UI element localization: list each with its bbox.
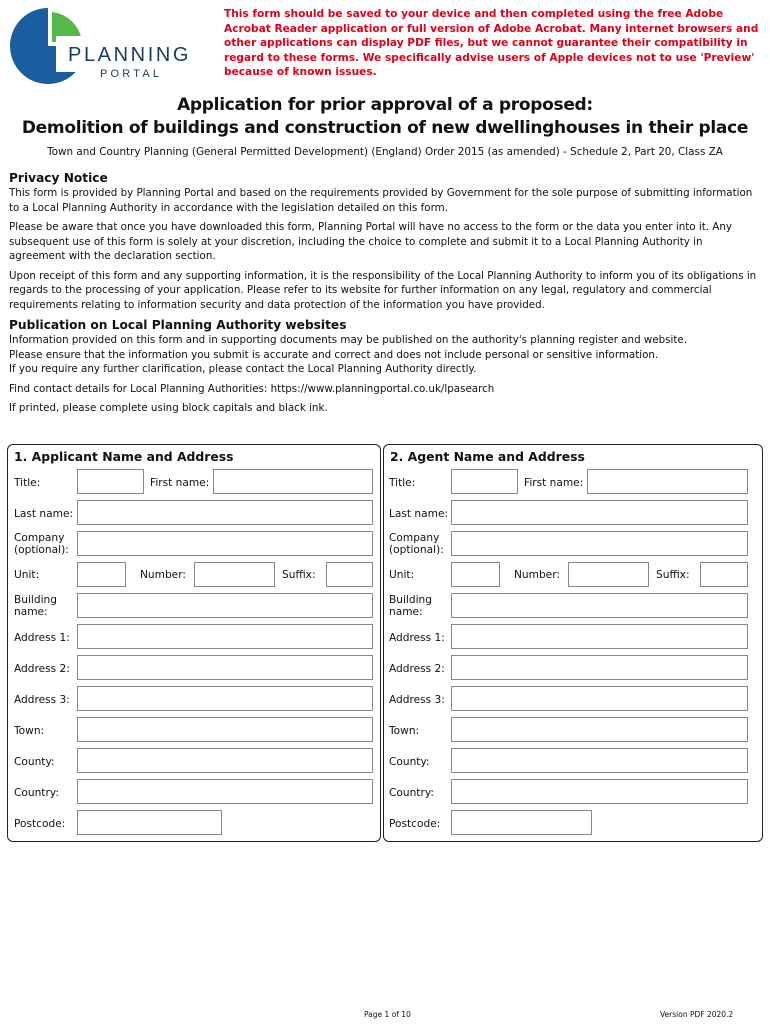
agent-suffix-label: Suffix: <box>656 569 690 581</box>
applicant-section <box>7 444 381 842</box>
applicant-number-label: Number: <box>140 569 186 581</box>
applicant-unit-field[interactable] <box>77 562 126 587</box>
agent-company-label-1: Company <box>389 532 440 544</box>
logo-text-portal: PORTAL <box>100 68 163 80</box>
agent-unit-field[interactable] <box>451 562 500 587</box>
agent-building-name-field[interactable] <box>451 593 748 618</box>
compatibility-warning: This form should be saved to your device and then completed using the free Adobe Acrobat Reader application or full version of Adobe Acrobat. Many internet browsers and other applications can display PDF files, but we cannot guarantee their compatibility in regard to these forms. We specifically advise users of Apple devices not to use 'Preview' because of known issues. <box>224 8 759 79</box>
applicant-company-label-1: Company <box>14 532 65 544</box>
form-subtitle: Town and Country Planning (General Permitted Development) (England) Order 2015 (as amended) - Schedule 2, Part 20, Class ZA <box>47 146 723 158</box>
applicant-town-label: Town: <box>14 725 45 737</box>
agent-town-label: Town: <box>389 725 420 737</box>
applicant-postcode-field[interactable] <box>77 810 222 835</box>
applicant-suffix-label: Suffix: <box>282 569 316 581</box>
form-title-line1: Application for prior approval of a proposed: <box>177 95 593 115</box>
agent-number-label: Number: <box>514 569 560 581</box>
agent-last-name-label: Last name: <box>389 508 449 520</box>
agent-postcode-label: Postcode: <box>389 818 441 830</box>
applicant-last-name-field[interactable] <box>77 500 373 525</box>
applicant-company-field[interactable] <box>77 531 373 556</box>
applicant-address1-label: Address 1: <box>14 632 70 644</box>
agent-title-field[interactable] <box>451 469 518 494</box>
publication-line-3: If you require any further clarification, please contact the Local Planning Authority directly. <box>9 363 477 375</box>
applicant-title-field[interactable] <box>77 469 144 494</box>
agent-last-name-field[interactable] <box>451 500 748 525</box>
agent-unit-label: Unit: <box>389 569 415 581</box>
planning-portal-logo <box>8 6 198 86</box>
agent-title-label: Title: <box>389 477 416 489</box>
logo-text-planning: PLANNING <box>68 44 192 66</box>
applicant-country-field[interactable] <box>77 779 373 804</box>
header <box>0 0 770 90</box>
page-number: Page 1 of 10 <box>364 1010 411 1019</box>
publication-line-1: Information provided on this form and in supporting documents may be published on the authority's planning register and website. <box>9 334 688 346</box>
applicant-company-label-2: (optional): <box>14 544 69 556</box>
agent-building-label-2: name: <box>389 606 423 618</box>
agent-number-field[interactable] <box>568 562 649 587</box>
agent-section-title: 2. Agent Name and Address <box>390 449 585 464</box>
applicant-building-label-1: Building <box>14 594 57 606</box>
agent-company-label-2: (optional): <box>389 544 444 556</box>
agent-suffix-field[interactable] <box>700 562 748 587</box>
applicant-unit-label: Unit: <box>14 569 40 581</box>
form-title-block <box>0 94 770 160</box>
applicant-building-name-field[interactable] <box>77 593 373 618</box>
agent-town-field[interactable] <box>451 717 748 742</box>
agent-first-name-field[interactable] <box>587 469 748 494</box>
notice-section <box>9 170 759 421</box>
agent-postcode-field[interactable] <box>451 810 592 835</box>
applicant-title-label: Title: <box>14 477 41 489</box>
agent-address2-label: Address 2: <box>389 663 445 675</box>
applicant-address3-label: Address 3: <box>14 694 70 706</box>
applicant-postcode-label: Postcode: <box>14 818 66 830</box>
applicant-first-name-field[interactable] <box>213 469 373 494</box>
privacy-paragraph-1: This form is provided by Planning Portal and based on the requirements provided by Government for the sole purpose of submitting information to a Local Planning Authority in accordance with the legislation detailed on this form. <box>9 187 753 214</box>
agent-company-field[interactable] <box>451 531 748 556</box>
applicant-suffix-field[interactable] <box>326 562 373 587</box>
agent-address2-field[interactable] <box>451 655 748 680</box>
applicant-address1-field[interactable] <box>77 624 373 649</box>
privacy-paragraph-3: Upon receipt of this form and any supporting information, it is the responsibility of the Local Planning Authority to inform you of its obligations in regards to the processing of your application. Please refer to its website for further information on any legal, regulatory and commercial requirements relating to information security and data protection of the information you have provided. <box>9 269 757 311</box>
agent-address3-label: Address 3: <box>389 694 445 706</box>
publication-heading: Publication on Local Planning Authority websites <box>9 318 347 332</box>
form-title-line2: Demolition of buildings and construction of new dwellinghouses in their place <box>21 118 749 138</box>
applicant-county-label: County: <box>14 756 55 768</box>
lpa-contact-line: Find contact details for Local Planning Authorities: https://www.planningportal.co.uk/lpasearch <box>9 382 495 395</box>
agent-section <box>383 444 763 842</box>
agent-country-field[interactable] <box>451 779 748 804</box>
privacy-paragraph-2: Please be aware that once you have downloaded this form, Planning Portal will have no access to the form or the data you enter into it. Any subsequent use of this form is solely at your discretion, including the choice to complete and submit it to a Local Planning Authority in agreement with the declaration section. <box>9 221 732 262</box>
applicant-town-field[interactable] <box>77 717 373 742</box>
agent-county-label: County: <box>389 756 430 768</box>
applicant-last-name-label: Last name: <box>14 508 74 520</box>
privacy-heading: Privacy Notice <box>9 171 108 185</box>
applicant-first-name-label: First name: <box>150 477 210 489</box>
publication-line-2: Please ensure that the information you submit is accurate and correct and does not include personal or sensitive information. <box>9 348 659 361</box>
agent-address1-field[interactable] <box>451 624 748 649</box>
agent-address1-label: Address 1: <box>389 632 445 644</box>
applicant-building-label-2: name: <box>14 606 48 618</box>
applicant-address3-field[interactable] <box>77 686 373 711</box>
applicant-number-field[interactable] <box>194 562 275 587</box>
version-label: Version PDF 2020.2 <box>660 1010 734 1019</box>
applicant-address2-label: Address 2: <box>14 663 70 675</box>
applicant-country-label: Country: <box>14 787 59 799</box>
agent-address3-field[interactable] <box>451 686 748 711</box>
block-capitals-note: If printed, please complete using block capitals and black ink. <box>9 402 328 414</box>
agent-building-label-1: Building <box>389 594 432 606</box>
agent-county-field[interactable] <box>451 748 748 773</box>
applicant-section-title: 1. Applicant Name and Address <box>14 449 234 464</box>
agent-country-label: Country: <box>389 787 434 799</box>
applicant-county-field[interactable] <box>77 748 373 773</box>
applicant-address2-field[interactable] <box>77 655 373 680</box>
agent-first-name-label: First name: <box>524 477 584 489</box>
